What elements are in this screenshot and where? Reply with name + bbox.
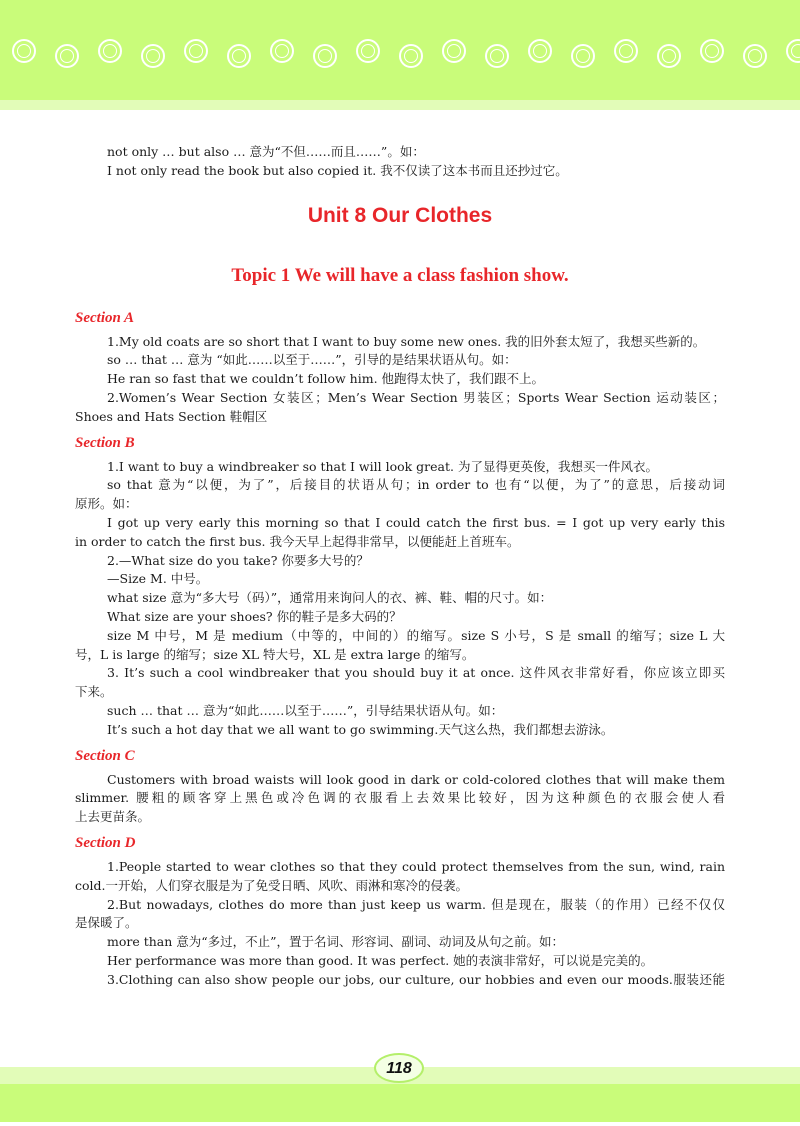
ring-decoration-icon (485, 44, 509, 68)
text-line: 3. It’s such a cool windbreaker that you should buy it at once. 这件风衣非常好看，你应该立即买 (107, 665, 725, 681)
text-line: 是保暖了。 (75, 915, 138, 931)
text-line: 1.I want to buy a windbreaker so that I will look great. 为了显得更英俊，我想买一件风衣。 (107, 458, 658, 474)
text-line: 1.My old coats are so short that I want to buy some new ones. 我的旧外套太短了，我想买些新的。 (107, 333, 706, 349)
text-line: It’s such a hot day that we all want to go swimming.天气这么热，我们都想去游泳。 (107, 721, 614, 737)
text-line: I not only read the book but also copied it. 我不仅读了这本书而且还抄过它。 (107, 162, 568, 178)
text-line: 号，L is large 的缩写；size XL 特大号，XL 是 extra large 的缩写。 (75, 646, 475, 662)
text-line: 下来。 (75, 684, 113, 700)
footer-banner (0, 1084, 800, 1122)
text-line: Customers with broad waists will look good in dark or cold-colored clothes that will make them (107, 771, 725, 787)
text-line: such … that … 意为“如此……以至于……”，引导结果状语从句。如： (107, 702, 504, 718)
ring-decoration-icon (270, 39, 294, 63)
text-line: cold.一开始，人们穿衣服是为了免受日晒、风吹、雨淋和寒冷的侵袭。 (75, 877, 469, 893)
text-line: What size are your shoes? 你的鞋子是多大码的？ (107, 608, 402, 624)
intro-block (75, 143, 725, 181)
text-line: He ran so fast that we couldn’t follow him. 他跑得太快了，我们跟不上。 (107, 371, 545, 387)
section-heading: Section D (75, 834, 136, 851)
section-heading: Section B (75, 434, 135, 451)
text-line: 3.Clothing can also show people our jobs, our culture, our hobbies and even our moods.服装还能 (107, 971, 725, 987)
page-content (75, 143, 725, 990)
text-line: —Size M. 中号。 (107, 571, 209, 587)
ring-decoration-icon (700, 39, 724, 63)
text-line: 2.Women’s Wear Section 女装区；Men’s Wear Section 男装区；Sports Wear Section 运动装区； (107, 389, 725, 405)
text-line: more than 意为“多过，不止”，置于名词、形容词、副词、动词及从句之前。如： (107, 934, 565, 950)
ring-decoration-icon (141, 44, 165, 68)
ring-decoration-icon (442, 39, 466, 63)
section-section-c (75, 744, 725, 827)
page-number: 118 (374, 1053, 424, 1083)
section-section-d (75, 831, 725, 990)
text-line: what size 意为“多大号（码）”，通常用来询问人的衣、裤、鞋、帽的尺寸。如： (107, 590, 553, 606)
text-line: so that 意为“以便，为了”，后接目的状语从句；in order to 也有“以便，为了”的意思，后接动词 (107, 477, 725, 493)
text-line: so … that … 意为 “如此……以至于……”，引导的是结果状语从句。如： (107, 352, 517, 368)
section-heading: Section C (75, 747, 135, 764)
text-line: I got up very early this morning so that I could catch the first bus. = I got up very early this (107, 514, 725, 530)
ring-decoration-icon (227, 44, 251, 68)
text-line: 原形。如： (75, 496, 138, 512)
ring-decoration-icon (313, 44, 337, 68)
section-section-b (75, 431, 725, 740)
text-line: 1.People started to wear clothes so that they could protect themselves from the sun, wind, rain (107, 858, 725, 874)
text-line: 上去更苗条。 (75, 809, 151, 825)
text-line: Her performance was more than good. It was perfect. 她的表演非常好，可以说是完美的。 (107, 952, 654, 968)
text-line: size M 中号，M 是 medium（中等的，中间的）的缩写。size S 小号，S 是 small 的缩写；size L 大 (107, 627, 725, 643)
text-line: 2.—What size do you take? 你要多大号的？ (107, 552, 369, 568)
ring-decoration-icon (184, 39, 208, 63)
ring-decoration-icon (657, 44, 681, 68)
topic-title: Topic 1 We will have a class fashion show. (231, 264, 569, 286)
text-line: not only … but also … 意为“不但……而且……”。如： (107, 144, 425, 159)
ring-decoration-icon (12, 39, 36, 63)
unit-title: Unit 8 Our Clothes (307, 203, 493, 227)
ring-decoration-icon (614, 39, 638, 63)
section-heading: Section A (75, 309, 135, 326)
text-line: in order to catch the first bus. 我今天早上起得非常早，以便能赶上首班车。 (75, 533, 520, 549)
ring-decoration-icon (98, 39, 122, 63)
text-line: slimmer. 腰粗的顾客穿上黑色或冷色调的衣服看上去效果比较好，因为这种颜色的衣服会使人看 (75, 790, 725, 806)
ring-decoration-icon (528, 39, 552, 63)
text-line: 2.But nowadays, clothes do more than just keep us warm. 但是现在，服装（的作用）已经不仅仅 (107, 896, 725, 912)
header-stripe (0, 100, 800, 110)
section-section-a (75, 306, 725, 427)
ring-decoration-icon (743, 44, 767, 68)
ring-decoration-icon (399, 44, 423, 68)
sections (75, 306, 725, 990)
ring-decoration-icon (55, 44, 79, 68)
ring-decoration-icon (356, 39, 380, 63)
text-line: Shoes and Hats Section 鞋帽区 (75, 408, 268, 424)
ring-decoration-icon (571, 44, 595, 68)
